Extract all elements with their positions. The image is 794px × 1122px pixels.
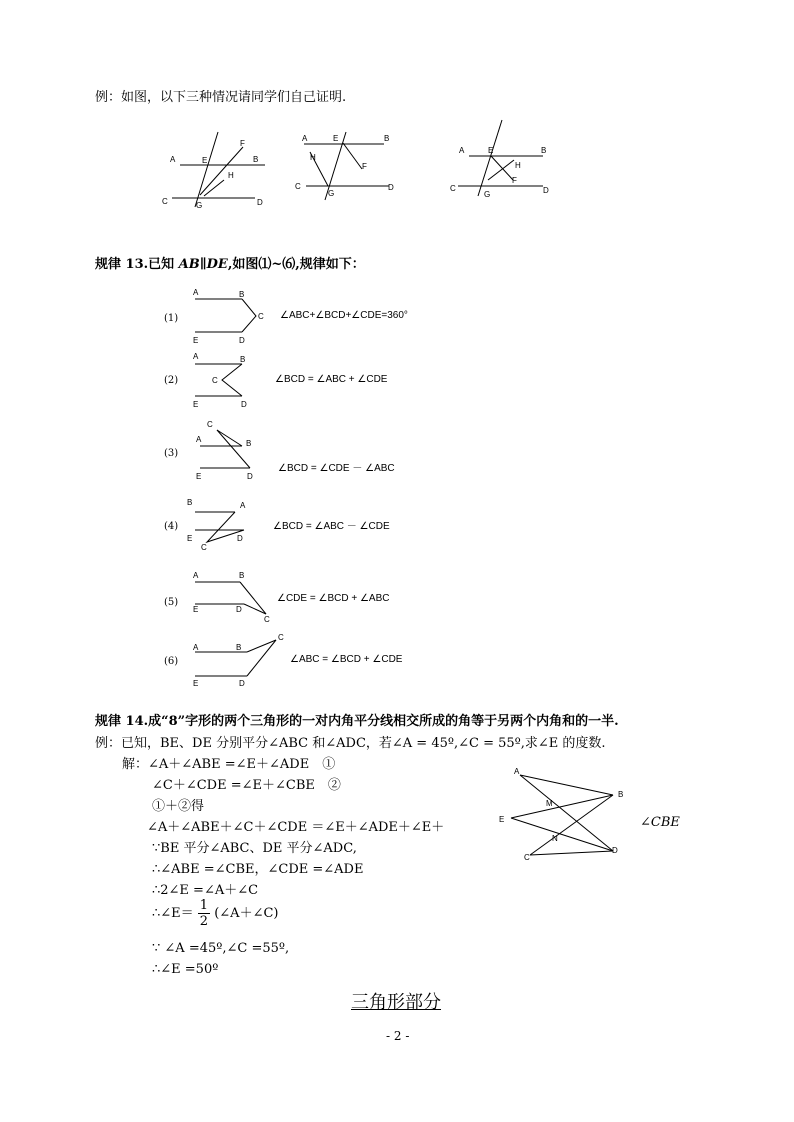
svg-text:C: C [162, 197, 168, 206]
svg-text:D: D [388, 183, 394, 192]
svg-text:A: A [193, 352, 199, 361]
svg-text:H: H [310, 153, 316, 162]
svg-text:C: C [278, 633, 284, 642]
svg-text:E: E [193, 400, 199, 409]
svg-text:B: B [236, 643, 242, 652]
svg-text:C: C [201, 543, 207, 552]
svg-text:H: H [228, 171, 234, 180]
svg-text:B: B [384, 134, 390, 143]
svg-text:E: E [193, 336, 199, 345]
solution-line-9: ∵ ∠A =45º,∠C =55º, [152, 941, 290, 956]
solution-line-10: ∴∠E =50º [152, 962, 219, 977]
svg-text:D: D [239, 336, 245, 345]
svg-text:N: N [552, 834, 558, 843]
svg-text:D: D [612, 846, 618, 855]
solution-line-1: 解：∠A＋∠ABE =∠E＋∠ADE ① [122, 757, 336, 772]
svg-text:B: B [246, 439, 252, 448]
case-4-formula: ∠BCD = ∠ABC － ∠CDE [273, 521, 390, 532]
page-number: - 2 - [386, 1029, 410, 1043]
svg-text:D: D [237, 534, 243, 543]
svg-text:A: A [193, 643, 199, 652]
solution-line-7: ∴2∠E =∠A＋∠C [152, 883, 259, 898]
fraction-one-half: $\frac{1}{2}$ [199, 898, 209, 929]
case-3-formula: ∠BCD = ∠CDE － ∠ABC [278, 463, 395, 474]
svg-text:C: C [264, 615, 270, 624]
example-1-text: 例：如图，以下三种情况请同学们自己证明. [95, 90, 347, 105]
svg-text:D: D [239, 679, 245, 688]
svg-text:D: D [247, 472, 253, 481]
svg-text:E: E [187, 534, 193, 543]
solution-line-5: ∵BE 平分∠ABC、DE 平分∠ADC, [152, 841, 357, 856]
svg-text:D: D [257, 198, 263, 207]
svg-text:F: F [240, 139, 245, 148]
svg-text:A: A [170, 155, 176, 164]
svg-text:A: A [193, 288, 199, 297]
svg-text:G: G [196, 201, 203, 210]
case-6-formula: ∠ABC = ∠BCD + ∠CDE [290, 654, 403, 665]
svg-text:F: F [362, 162, 367, 171]
svg-text:B: B [541, 146, 547, 155]
svg-text:B: B [240, 355, 246, 364]
svg-text:B: B [253, 155, 259, 164]
case-3-number: (3) [164, 448, 179, 459]
svg-text:H: H [515, 161, 521, 170]
svg-text:A: A [459, 146, 465, 155]
section-title: 三角形部分 [351, 992, 441, 1013]
svg-text:D: D [241, 400, 247, 409]
svg-text:C: C [450, 184, 456, 193]
svg-text:E: E [193, 679, 199, 688]
case-5-number: (5) [164, 597, 179, 608]
svg-text:A: A [240, 501, 246, 510]
svg-text:C: C [258, 312, 264, 321]
svg-text:E: E [193, 605, 199, 614]
svg-text:B: B [239, 571, 245, 580]
case-2-formula: ∠BCD = ∠ABC + ∠CDE [275, 374, 388, 385]
svg-text:A: A [193, 571, 199, 580]
svg-text:C: C [212, 376, 218, 385]
overflow-term: ∠CBE [640, 815, 680, 830]
solution-line-3: ①＋②得 [152, 799, 205, 814]
svg-text:C: C [295, 182, 301, 191]
svg-text:E: E [196, 472, 202, 481]
case-1-formula: ∠ABC+∠BCD+∠CDE=360° [280, 310, 408, 321]
svg-text:E: E [488, 146, 494, 155]
svg-text:E: E [333, 134, 339, 143]
rule-14-title: 规律 14.成“8”字形的两个三角形的一对内角平分线相交所成的角等于另两个内角和的一半. [95, 714, 619, 729]
rule-13-title: 规律 13.已知 AB∥DE,如图⑴~⑹,规律如下： [95, 257, 365, 272]
solution-line-4: ∠A＋∠ABE＋∠C＋∠CDE ＝∠E＋∠ADE＋∠E＋ [147, 820, 445, 835]
svg-text:A: A [196, 435, 202, 444]
solution-line-8: ∴∠E＝ $\frac{1}{2}$ (∠A＋∠C) [152, 898, 279, 929]
case-5-formula: ∠CDE = ∠BCD + ∠ABC [277, 593, 390, 604]
svg-text:M: M [546, 799, 553, 808]
svg-text:C: C [524, 853, 530, 862]
svg-text:D: D [543, 186, 549, 195]
case-2-number: (2) [164, 375, 179, 386]
rule-14-example: 例：已知，BE、DE 分别平分∠ABC 和∠ADC，若∠A = 45º,∠C = 55º,求∠E 的度数. [95, 736, 606, 751]
svg-text:B: B [618, 790, 624, 799]
solution-line-2: ∠C＋∠CDE =∠E＋∠CBE ② [152, 778, 341, 793]
svg-text:B: B [187, 498, 193, 507]
svg-text:C: C [207, 420, 213, 429]
case-6-number: (6) [164, 656, 179, 667]
svg-text:D: D [236, 605, 242, 614]
svg-text:A: A [514, 767, 520, 776]
svg-text:G: G [328, 189, 335, 198]
solution-line-6: ∴∠ABE =∠CBE，∠CDE =∠ADE [152, 862, 364, 877]
svg-text:E: E [202, 156, 208, 165]
svg-text:A: A [302, 134, 308, 143]
svg-text:E: E [499, 815, 505, 824]
case-1-number: (1) [164, 313, 179, 324]
svg-text:F: F [512, 176, 517, 185]
svg-text:G: G [484, 190, 491, 199]
svg-text:B: B [239, 290, 245, 299]
case-4-number: (4) [164, 521, 179, 532]
